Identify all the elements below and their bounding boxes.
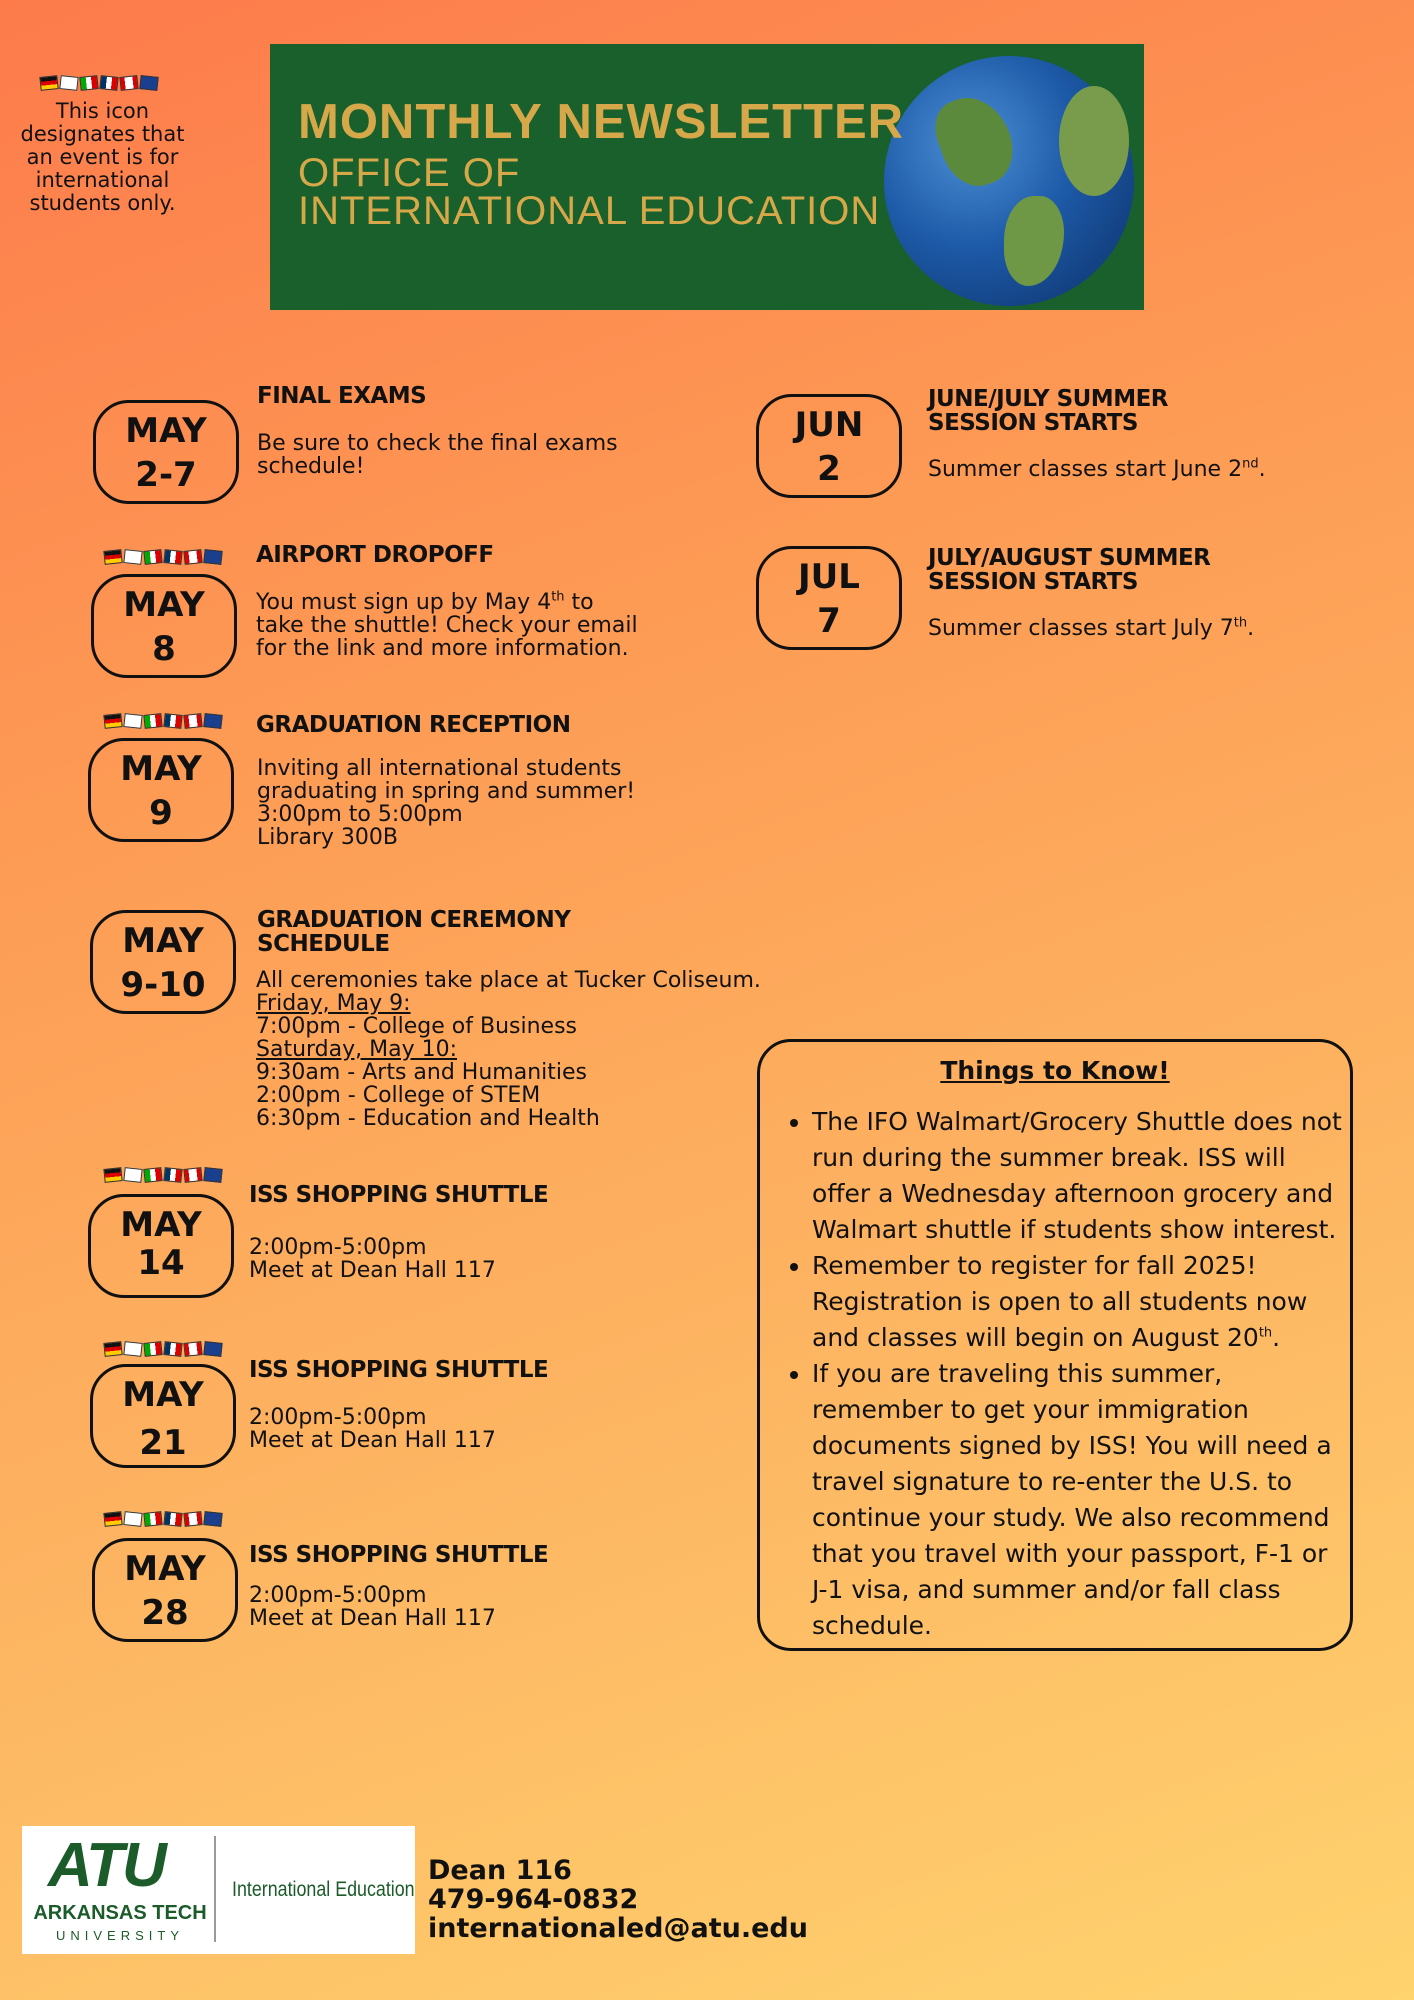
contact-office: Dean 116: [428, 1855, 572, 1886]
event-description: Be sure to check the final exams schedule!: [257, 431, 618, 479]
flags-banner-icon: [104, 1500, 222, 1526]
things-to-know-list: [776, 1104, 1342, 1644]
event-title: ISS SHOPPING SHUTTLE: [249, 1542, 549, 1568]
globe-icon: [884, 56, 1134, 306]
event-title: JULY/AUGUST SUMMER SESSION STARTS: [928, 545, 1211, 595]
event-title: GRADUATION RECEPTION: [256, 712, 571, 738]
event-title: GRADUATION CEREMONY SCHEDULE: [257, 907, 571, 957]
event-title: ISS SHOPPING SHUTTLE: [249, 1182, 549, 1208]
event-description: 2:00pm-5:00pm Meet at Dean Hall 117: [249, 1235, 496, 1283]
list-item: • If you are traveling this summer, remember to get your immigration documents signed by ISS! You will need a travel signature to re-enter the U.S. to continue your study. We also recommend that you travel with your passport, F-1 or J-1 visa, and summer and/or fall class schedule.: [812, 1356, 1342, 1644]
list-item: • Remember to register for fall 2025! Registration is open to all students now and classes will begin on August 20th.: [812, 1248, 1342, 1356]
flags-banner-icon: [104, 1156, 222, 1182]
event-title: AIRPORT DROPOFF: [256, 542, 494, 568]
event-title: ISS SHOPPING SHUTTLE: [249, 1357, 549, 1383]
flags-banner-icon: [104, 702, 222, 728]
atu-logo: ATU ARKANSAS TECH UNIVERSITY International Education: [22, 1826, 415, 1954]
newsletter-banner: [270, 44, 1144, 310]
date-badge: MAY 9: [88, 738, 234, 842]
banner-title: MONTHLY NEWSLETTER: [298, 95, 905, 149]
flags-banner-icon: [104, 1330, 222, 1356]
contact-info: [428, 1856, 808, 1943]
legend-text: This icon designates that an event is for international students only.: [20, 99, 185, 215]
date-badge: MAY 21: [90, 1364, 236, 1468]
date-badge: MAY 9-10: [90, 910, 236, 1014]
event-description: Summer classes start June 2nd.: [928, 456, 1266, 482]
event-description: 2:00pm-5:00pm Meet at Dean Hall 117: [249, 1405, 496, 1453]
date-badge: MAY 14: [88, 1194, 234, 1298]
contact-phone[interactable]: 479-964-0832: [428, 1884, 639, 1915]
event-description: 2:00pm-5:00pm Meet at Dean Hall 117: [249, 1583, 496, 1631]
date-badge: MAY 8: [91, 574, 237, 678]
event-description: You must sign up by May 4th to take the shuttle! Check your email for the link and more information.: [256, 589, 638, 661]
date-badge: JUL 7: [756, 546, 902, 650]
flags-banner-icon: [104, 538, 222, 564]
flags-banner-icon: [40, 64, 158, 90]
things-to-know-box: [757, 1039, 1353, 1651]
list-item: • The IFO Walmart/Grocery Shuttle does not run during the summer break. ISS will offer a Wednesday afternoon grocery and Walmart shuttle if students show interest.: [812, 1104, 1342, 1248]
date-badge: MAY 28: [92, 1538, 238, 1642]
event-description: Inviting all international students graduating in spring and summer! 3:00pm to 5:00pm Library 300B: [257, 756, 636, 850]
contact-email[interactable]: internationaled@atu.edu: [428, 1913, 808, 1944]
event-description: All ceremonies take place at Tucker Coliseum. Friday, May 9: 7:00pm - College of Business Saturday, May 10: 9:30am - Arts and Humanities 2:00pm - College of STEM 6:30pm - Education and Health: [256, 968, 761, 1131]
event-title: FINAL EXAMS: [257, 383, 427, 409]
things-to-know-title: Things to Know!: [940, 1056, 1170, 1085]
event-description: Summer classes start July 7th.: [928, 615, 1255, 641]
date-badge: MAY 2-7: [93, 400, 239, 504]
banner-subtitle: OFFICE OF INTERNATIONAL EDUCATION: [298, 151, 881, 233]
date-badge: JUN 2: [756, 394, 902, 498]
event-title: JUNE/JULY SUMMER SESSION STARTS: [928, 386, 1169, 436]
